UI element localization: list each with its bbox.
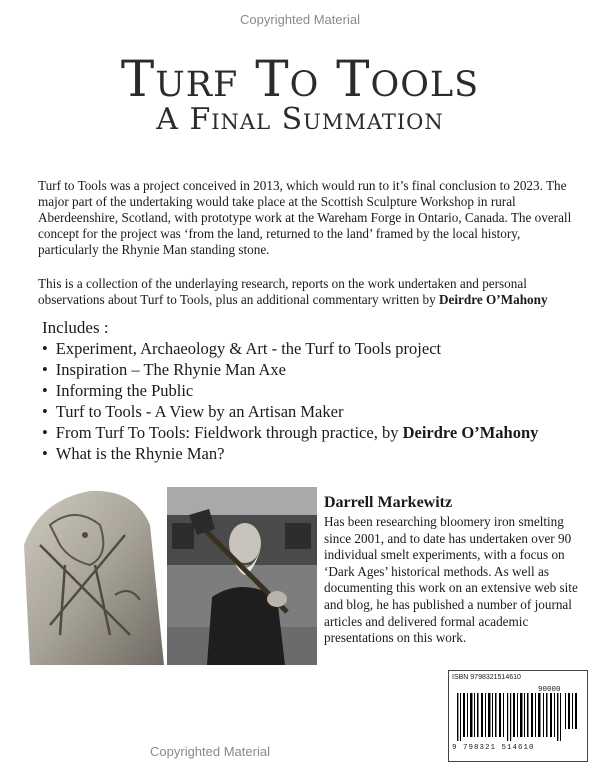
- collection-text: This is a collection of the underlaying research, reports on the work undertaken and personal observations about Turf to Tools, plus an additional commentary written by: [38, 276, 527, 307]
- list-item: • What is the Rhynie Man?: [42, 443, 538, 464]
- book-title: Turf To Tools: [120, 50, 480, 108]
- list-item: [42, 422, 538, 443]
- price-code: 90000: [538, 686, 561, 694]
- includes-list: [42, 338, 538, 464]
- rhynie-stone-photo: [20, 485, 164, 665]
- list-item-author: Deirdre O’Mahony: [402, 423, 539, 442]
- isbn-label: ISBN 9798321514610: [452, 674, 521, 681]
- list-item: • Inspiration – The Rhynie Man Axe: [42, 359, 538, 380]
- intro-paragraph: Turf to Tools was a project conceived in 2013, which would run to it’s final conclusion to 2023. The major part of the undertaking would take place at the Scottish Sculpture Workshop in rural Aberdeenshire, Scotland, with prototype work at the Wareham Forge in Ontario, Canada. The overall concept for the project was ‘from the land, returned to the land’ framed by the local history, particularly the Rhynie Man standing stone.: [38, 178, 572, 257]
- book-subtitle: A Final Summation: [156, 102, 444, 137]
- watermark-top: Copyrighted Material: [240, 12, 360, 27]
- commentary-author: Deirdre O’Mahony: [439, 292, 548, 307]
- list-item: • Turf to Tools - A View by an Artisan Maker: [42, 401, 538, 422]
- collection-paragraph: [38, 276, 578, 308]
- includes-heading: Includes :: [42, 318, 109, 337]
- barcode-image: [455, 693, 579, 741]
- author-name: Darrell Markewitz: [324, 494, 453, 511]
- list-item: • Experiment, Archaeology & Art - the Turf to Tools project: [42, 338, 538, 359]
- list-item: • Informing the Public: [42, 380, 538, 401]
- watermark-bottom: Copyrighted Material: [150, 744, 270, 759]
- barcode-digits: 9 798321 514610: [452, 744, 535, 752]
- author-bio: Has been researching bloomery iron smelting since 2001, and to date has undertaken over 90 individual smelt experiments, with a focus on ‘Dark Ages’ historical methods. As well as documenting this work on an extensive web site and blog, he has published a number of journal articles and delivered formal academic presentations on this work.: [324, 514, 578, 646]
- list-item-text: From Turf To Tools: Fieldwork through practice, by: [55, 423, 403, 442]
- author-photo: [167, 487, 317, 665]
